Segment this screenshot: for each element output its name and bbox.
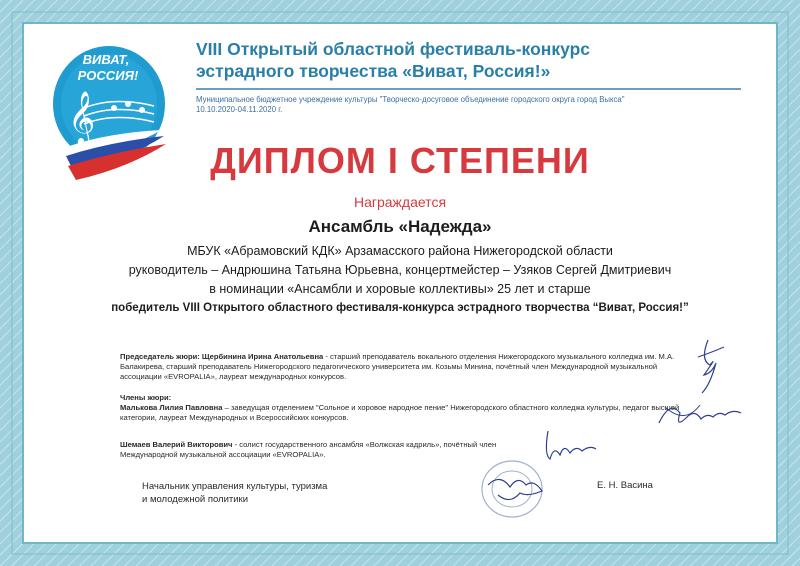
festival-title-line1: VIII Открытый областной фестиваль-конкурс xyxy=(196,39,591,59)
treble-clef-icon: 𝄞 xyxy=(68,90,96,144)
logo-text-1: ВИВАТ, xyxy=(82,52,130,67)
nomination: в номинации «Ансамбли и хоровые коллективы» 25 лет и старше xyxy=(209,282,591,296)
jury-member-1 xyxy=(120,403,690,423)
logo-text-2: РОССИЯ! xyxy=(77,68,139,83)
jury-chair-name: Председатель жюри: Щербинина Ирина Анатольевна xyxy=(120,352,324,361)
jury-member-2-name: Шемаев Валерий Викторович xyxy=(120,440,233,449)
header-divider xyxy=(196,88,741,90)
festival-title xyxy=(196,38,756,82)
chief-name: Е. Н. Васина xyxy=(597,480,653,491)
jury-member-1-name: Малькова Лилия Павловна xyxy=(120,403,223,412)
official-stamp xyxy=(470,455,560,525)
signature-member-1 xyxy=(655,395,745,435)
recipient-leaders: руководитель – Андрюшина Татьяна Юрьевна, концертмейстер – Узяков Сергей Дмитриевич xyxy=(128,263,672,277)
jury-chair xyxy=(120,352,690,382)
diploma-title: ДИПЛОМ I СТЕПЕНИ xyxy=(210,140,590,181)
organizer-text: Муниципальное бюджетное учреждение культуры "Творческо-досуговое объединение городского округа город Выкса" xyxy=(196,95,625,104)
recipient-organization: МБУК «Абрамовский КДК» Арзамасского района Нижегородской области xyxy=(187,244,613,258)
jury-member-2-desc: - солист государственного ансамбля «Волжская кадриль», почётный член Международной музыкальной ассоциации «EVROPALIA». xyxy=(120,440,497,459)
festival-dates: 10.10.2020-04.11.2020 г. xyxy=(196,105,283,114)
jury-member-1-desc: – заведущая отделением "Сольное и хоровое народное пение" Нижегородского областного колледжа культуры, педагог высшей категории, лауреат Международных и Всероссийских конкурсов. xyxy=(120,403,680,422)
winner-statement: победитель VIII Открытого областного фестиваля-конкурса эстрадного творчества “Виват, Россия!” xyxy=(111,302,689,314)
recipient-name: Ансамбль «Надежда» xyxy=(308,217,492,236)
jury-member-2 xyxy=(120,440,520,460)
jury-chair-desc: - старший преподаватель вокального отделения Нижегородского музыкального колледжа им. М.А. Балакирева, старший преподаватель Нижегородского педагогического университета им. Козьмы Минина, почётный член Международной музыкальной ассоциации «EVROPALIA», лауреат международных конкурсов. xyxy=(120,352,675,381)
signature-chair xyxy=(690,335,730,395)
festival-title-line2: эстрадного творчества «Виват, Россия!» xyxy=(196,61,551,81)
chief-position: Начальник управления культуры, туризма и молодежной политики xyxy=(142,481,328,505)
jury-members-label: Члены жюри: xyxy=(120,393,172,402)
awarded-label: Награждается xyxy=(353,194,447,210)
